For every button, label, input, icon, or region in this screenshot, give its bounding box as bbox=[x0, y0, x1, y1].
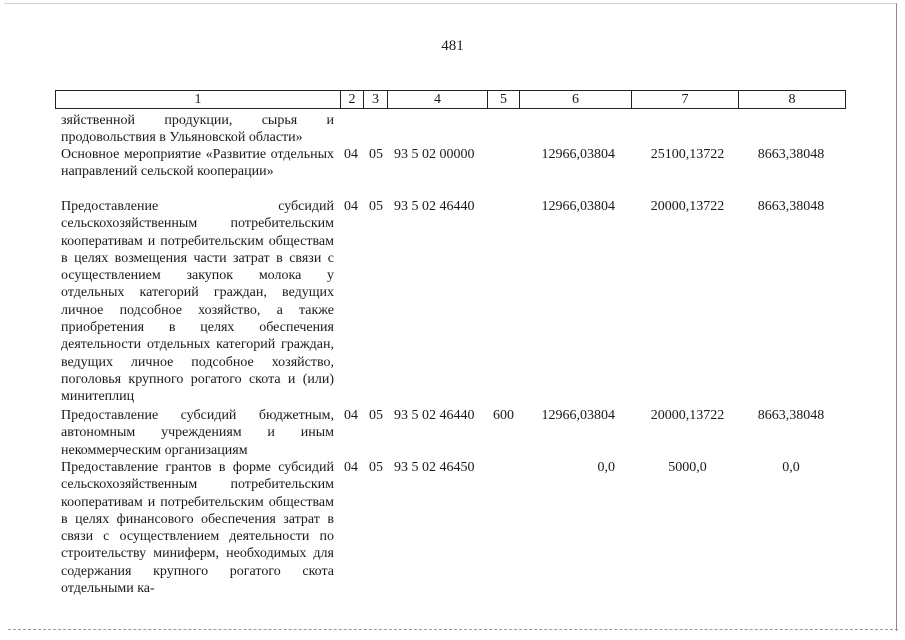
row-vr: 600 bbox=[493, 408, 514, 423]
row-pr: 05 bbox=[369, 460, 383, 475]
row-value-7: 5000,0 bbox=[668, 460, 707, 475]
header-col-2: 2 bbox=[341, 91, 364, 108]
header-col-8: 8 bbox=[788, 92, 796, 107]
page-bottom-edge bbox=[8, 629, 898, 630]
page-number: 481 bbox=[441, 38, 464, 54]
row-rz: 04 bbox=[344, 199, 358, 214]
row-csr: 93 5 02 46450 bbox=[394, 460, 475, 475]
row-description: Предоставление субсидий бюджетным, автономным учреждениям и иным некоммерческим организациям bbox=[61, 408, 334, 458]
row-pr: 05 bbox=[369, 199, 383, 214]
row-description: Предоставление грантов в форме субсидий сельскохозяйственным потребительским кооперативам и потребительским обществам в целях финансового обеспечения затрат в связи с осуществлением деятельности по строительству миниферм, необходимых для содержания крупного рогатого скота отдельными ка- bbox=[61, 460, 334, 597]
row-description: Основное мероприятие «Развитие отдельных направлений сельской кооперации» bbox=[61, 147, 334, 180]
row-value-8: 0,0 bbox=[782, 460, 800, 475]
row-value-8: 8663,38048 bbox=[757, 147, 825, 162]
row-value-8: 8663,38048 bbox=[757, 199, 825, 214]
header-col-5: 5 bbox=[488, 91, 520, 108]
header-col-6: 6 bbox=[520, 91, 632, 108]
header-col-4: 4 bbox=[388, 91, 488, 108]
table-header bbox=[55, 90, 846, 109]
row-csr: 93 5 02 46440 bbox=[394, 199, 475, 214]
row-value-7: 20000,13722 bbox=[650, 408, 725, 423]
row-value-7: 25100,13722 bbox=[650, 147, 725, 162]
row-value-8: 8663,38048 bbox=[757, 408, 825, 423]
row-pr: 05 bbox=[369, 147, 383, 162]
row-description: зяйственной продукции, сырья и продовольствия в Ульяновской области» bbox=[61, 113, 334, 146]
row-value-6: 12966,03804 bbox=[541, 408, 615, 423]
row-pr: 05 bbox=[369, 408, 383, 423]
row-value-6: 0,0 bbox=[597, 460, 615, 475]
row-csr: 93 5 02 46440 bbox=[394, 408, 475, 423]
header-col-3: 3 bbox=[364, 91, 388, 108]
row-value-6: 12966,03804 bbox=[541, 199, 615, 214]
row-rz: 04 bbox=[344, 147, 358, 162]
row-rz: 04 bbox=[344, 460, 358, 475]
header-col-1: 1 bbox=[56, 91, 341, 108]
row-value-7: 20000,13722 bbox=[650, 199, 725, 214]
row-description: Предоставление субсидий сельскохозяйственным потребительским кооперативам и потребительским обществам в целях возмещения части затрат в связи с осуществлением закупок молока у отдельных категорий граждан, ведущих личное подсобное хозяйство, а также приобретения в целях обеспечения деятельности отдельных категорий граждан, ведущих личное подсобное хозяйство, поголовья крупного рогатого скота и (или) минитеплиц bbox=[61, 199, 334, 405]
row-value-6: 12966,03804 bbox=[541, 147, 615, 162]
header-col-7: 7 bbox=[632, 91, 739, 108]
row-rz: 04 bbox=[344, 408, 358, 423]
row-csr: 93 5 02 00000 bbox=[394, 147, 475, 162]
